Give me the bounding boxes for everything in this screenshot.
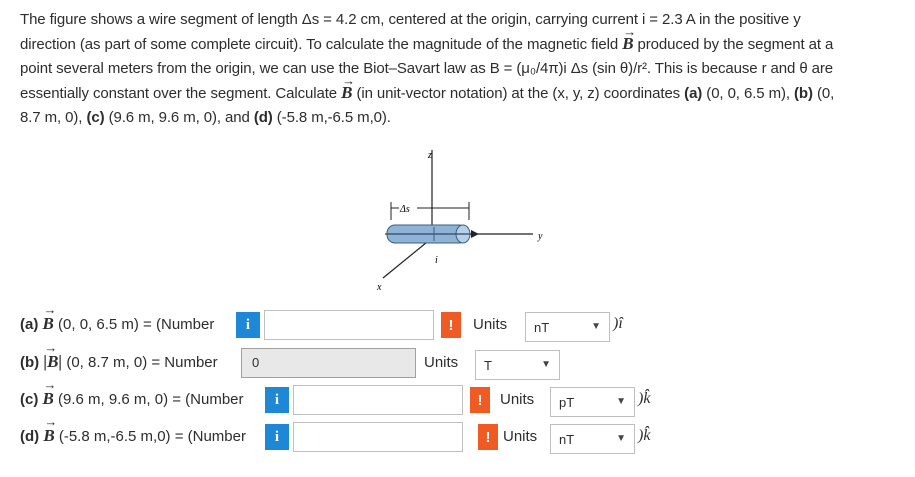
part-d-answer-input[interactable]	[293, 422, 463, 452]
part-c-units-select[interactable]: pT ▼	[550, 387, 635, 417]
part-d-units-select[interactable]: nT ▼	[550, 424, 635, 454]
units-label: Units	[503, 428, 538, 445]
problem-line-2: direction (as part of some complete circuit). To calculate the magnitude of the magnetic field → B produced by the segment at a	[20, 32, 905, 57]
x-axis	[383, 238, 432, 278]
part-c-row: (c) → B (9.6 m, 9.6 m, 0) = (Number	[20, 386, 244, 412]
info-button[interactable]: i	[265, 424, 289, 450]
chevron-down-icon: ▼	[541, 359, 551, 370]
y-axis-label: y	[538, 231, 543, 242]
part-a-answer-input[interactable]	[264, 310, 434, 340]
unit-vector-i: )î	[613, 315, 623, 332]
vector-b: → B	[341, 81, 352, 105]
chevron-down-icon: ▼	[616, 396, 626, 407]
warning-icon: !	[470, 387, 490, 413]
part-b-row: (b) → |B| (0, 8.7 m, 0) = Number	[20, 349, 218, 375]
part-a-row: (a) → B (0, 0, 6.5 m) = (Number	[20, 311, 214, 337]
problem-statement	[20, 8, 905, 130]
wire-segment-figure	[355, 140, 565, 295]
vector-b: → B	[43, 314, 54, 334]
current-label: i	[435, 255, 438, 266]
vector-b: → B	[622, 32, 633, 56]
part-c-answer-input[interactable]	[293, 385, 463, 415]
warning-icon: !	[478, 424, 498, 450]
z-axis-label: z	[428, 150, 432, 161]
chevron-down-icon: ▼	[616, 433, 626, 444]
units-label: Units	[500, 391, 535, 408]
unit-vector-k: )k̂	[638, 390, 651, 407]
problem-line-5: 8.7 m, 0), (c) (9.6 m, 9.6 m, 0), and (d) (-5.8 m,-6.5 m,0).	[20, 109, 391, 126]
vector-b: → B	[43, 389, 54, 409]
units-label: Units	[473, 316, 508, 333]
problem-line-3: point several meters from the origin, we can use the Biot–Savart law as B = (μ₀/4π)i Δs (sin θ)/r². This is because r and θ are	[20, 60, 834, 77]
info-button[interactable]: i	[236, 312, 260, 338]
x-axis-label: x	[377, 282, 382, 293]
unit-vector-k: )k̂	[638, 427, 651, 444]
chevron-down-icon: ▼	[591, 321, 601, 332]
info-button[interactable]: i	[265, 387, 289, 413]
part-d-row: (d) → B (-5.8 m,-6.5 m,0) = (Number	[20, 423, 246, 449]
current-arrow	[471, 230, 479, 238]
vector-b-magnitude: → |B|	[43, 352, 62, 372]
problem-line-1: The figure shows a wire segment of length Δs = 4.2 cm, centered at the origin, carrying current i = 2.3 A in the positive y	[20, 11, 801, 28]
ds-label: Δs	[400, 204, 410, 215]
part-a-units-select[interactable]: nT ▼	[525, 312, 610, 342]
warning-icon: !	[441, 312, 461, 338]
part-b-answer-input[interactable]: 0	[241, 348, 416, 378]
vector-b: → B	[43, 426, 54, 446]
problem-line-4: essentially constant over the segment. Calculate → B (in unit-vector notation) at the (x, y, z) coordinates (a) (0, 0, 6.5 m), (b) (0,	[20, 81, 905, 106]
part-b-units-select[interactable]: T ▼	[475, 350, 560, 380]
units-label: Units	[424, 354, 459, 371]
